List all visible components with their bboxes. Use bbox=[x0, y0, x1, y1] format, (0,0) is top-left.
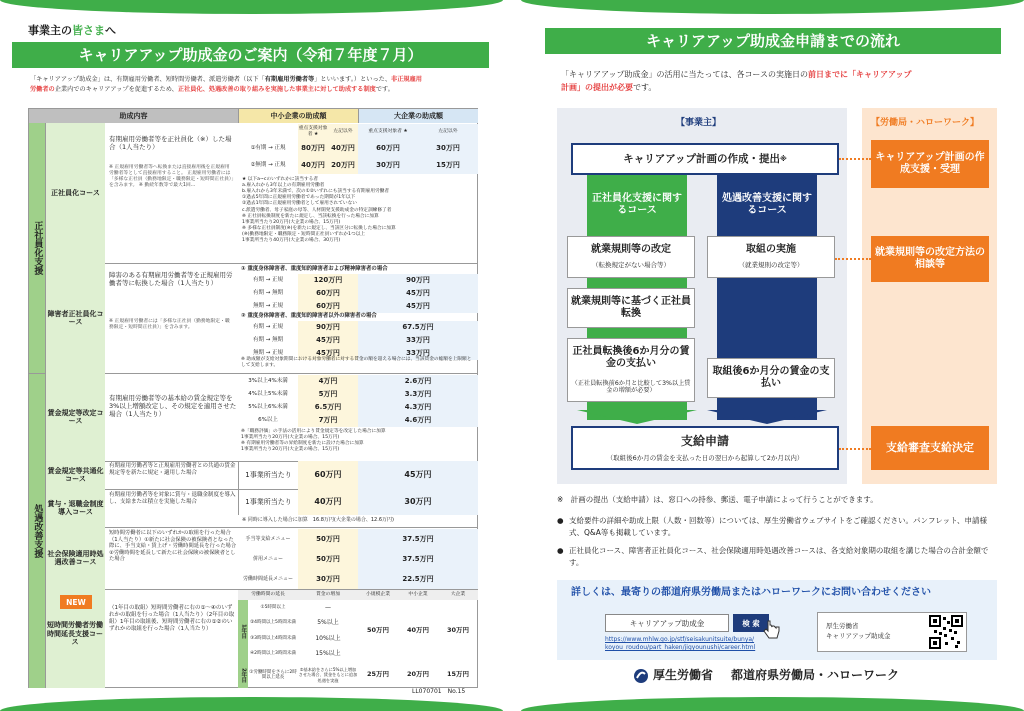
green-arrow-head bbox=[577, 410, 697, 424]
amount-cell: 90万円 bbox=[358, 274, 478, 287]
amount-cell: 33万円 bbox=[358, 347, 478, 360]
amount-cell: 37.5万円 bbox=[358, 549, 478, 569]
greeting: 事業主の皆さまへ bbox=[28, 24, 116, 37]
url-link-1[interactable]: https://www.mhlw.go.jp/stf/seisakunitsuite/bunya/ bbox=[605, 636, 755, 643]
row-label: ③3時間以上4時間未満 bbox=[250, 635, 296, 641]
navy-arrow-head bbox=[707, 410, 827, 424]
row-label: 労働時間延長メニュー bbox=[242, 576, 293, 582]
amount-col-head: 重点支援対象者 ★ bbox=[298, 124, 328, 140]
labor-label: 【労働局・ハローワーク】 bbox=[871, 118, 980, 128]
flow-title: キャリアアップ助成金申請までの流れ bbox=[545, 28, 1001, 54]
row-label: 5%以上6%未満 bbox=[248, 404, 288, 411]
top-green-arc-right bbox=[521, 0, 1024, 14]
c5-sme: 40万円 bbox=[298, 489, 358, 515]
course-seishain: 正社員化コース bbox=[45, 123, 105, 263]
course-jikan: 短時間労働者労働時間延長支援コース bbox=[47, 621, 103, 647]
c7-wage: — bbox=[325, 603, 331, 611]
course-shoyo: 賞与・退職金制度導入コース bbox=[45, 489, 105, 527]
c7-head: 大企業 bbox=[438, 590, 478, 600]
c7-head: 労働時間の延長 bbox=[238, 590, 298, 600]
row-label: 有期 → 正規 bbox=[252, 277, 284, 284]
course-shogaisha-desc: 障害のある有期雇用労働者等を正規雇用労働者等に転換した場合（1人当たり） bbox=[109, 271, 233, 288]
step-n1-sub: （就業規則の改定等） bbox=[738, 261, 804, 270]
row-label: ②無期 → 正規 bbox=[250, 162, 286, 169]
course-seishain-note: ※ 正規雇用労働者等へ転換または直接雇用後を正規雇用労働者等として直接雇用すること。 正規雇用労働者には「多様な正社員（勤務地限定・職務限定・短時間正社員）」を含みます。 ※ 勤続年数等で最大1回... bbox=[109, 165, 234, 188]
amount-cell: 60万円 bbox=[358, 140, 418, 157]
amount-cell: 40万円 bbox=[328, 140, 358, 157]
c7-year1: 1年目 bbox=[238, 600, 248, 662]
course-seishain-desc: 有期雇用労働者等を正社員化（※）した場合（1人当たり） bbox=[109, 135, 232, 152]
row-label: 3%以上4%未満 bbox=[248, 378, 288, 385]
amount-cell: 25万円 bbox=[366, 670, 390, 679]
step-n1 bbox=[707, 236, 835, 278]
amount-cell: 50万円 bbox=[366, 626, 390, 635]
course-kyotsuka-desc: 有期雇用労働者等と正規雇用労働者との共通の賃金規定等を新たに規定・適用した場合 bbox=[109, 463, 236, 476]
bullet-dot: ● bbox=[557, 516, 564, 525]
c2-head2: ② 重度身体障害者、重度知的障害者以外の障害者の場合 bbox=[241, 313, 377, 319]
course-shogaisha: 障害者正社員化コース bbox=[45, 263, 105, 373]
new-badge: NEW bbox=[60, 595, 92, 609]
c5-large: 30万円 bbox=[358, 489, 478, 515]
amount-cell: 120万円 bbox=[298, 274, 358, 287]
page-title: キャリアアップ助成金のご案内（令和７年度７月） bbox=[12, 42, 489, 68]
connector-2 bbox=[835, 258, 871, 260]
labor-box-2: 就業規則等の改定方法の相談等 bbox=[871, 236, 989, 282]
row-label: 有期 → 正規 bbox=[252, 324, 284, 331]
doc-code: LL070701 No.15 bbox=[412, 688, 466, 695]
course-jikan-desc: （1年目の取組）短時間労働者に右の①～④のいずれかの取組を行った場合（1人当たり）（2年目の取組）1年目の取組後、短時間労働者に右の①②のいずれかの取組を行った場合（1人当たり） bbox=[109, 605, 235, 632]
amount-cell: 60万円 bbox=[298, 300, 358, 313]
amount-cell: 20万円 bbox=[406, 670, 430, 679]
c7-head: 小規模企業 bbox=[358, 590, 398, 600]
amount-cell: 5万円 bbox=[298, 388, 358, 401]
amount-cell: 15万円 bbox=[418, 157, 478, 174]
amount-cell: 22.5万円 bbox=[358, 569, 478, 589]
amount-col-head: 左記以外 bbox=[328, 124, 358, 140]
section-treatment: 処遇改善支援 bbox=[29, 373, 45, 688]
amount-cell: 50万円 bbox=[298, 549, 358, 569]
c7-wage: 5%以上 bbox=[317, 619, 339, 627]
c4-sme: 60万円 bbox=[298, 461, 358, 489]
amount-cell: 4.3万円 bbox=[358, 401, 478, 414]
qr-label-1: 厚生労働省 bbox=[826, 622, 859, 630]
c7-year2: 2年目 bbox=[238, 662, 248, 688]
apply-sub: （取組後6か月の賃金を支払った日の翌日から起算して2か月以内） bbox=[606, 454, 804, 463]
c7-wage: 10%以上 bbox=[315, 634, 341, 642]
apply-title: 支給申請 bbox=[680, 433, 729, 448]
step-g2: 就業規則等に基づく正社員転換 bbox=[567, 288, 695, 328]
row-label: 有期 → 無期 bbox=[252, 290, 284, 297]
connector-1 bbox=[839, 158, 871, 160]
amount-cell: 60万円 bbox=[298, 287, 358, 300]
ministry-name: 厚生労働省 bbox=[653, 668, 714, 682]
amount-cell: 15万円 bbox=[446, 670, 470, 679]
course-chingin-desc: 有期雇用労働者等の基本給の賃金規定等を3%以上増額改定し、その規定を適用させた場合（1人当たり） bbox=[109, 394, 237, 419]
qr-label-2: キャリアアップ助成金 bbox=[826, 632, 891, 640]
amount-col-head: 重点支援対象者 ★ bbox=[358, 124, 418, 140]
labor-box-3: 支給審査支給決定 bbox=[871, 426, 989, 470]
bottom-green-arc-right bbox=[521, 697, 1024, 711]
row-label: ①労働時間をさらに2時間以上延長 bbox=[249, 669, 297, 680]
course-chingin-notes: ※「職務評価」の手法の活用により賃金規定等を改定した場合に加算 1事業所当たり20万円(大企業の場合、15万円) ※ 有期雇用労働者等の昇給制度を新たに設けた場合に加算 1事業所当たり20万円(大企業の場合、15万円) bbox=[241, 429, 386, 453]
c4-large: 45万円 bbox=[358, 461, 478, 489]
bullet-dot: ● bbox=[557, 546, 564, 555]
bullet-2: ● 正社員化コース、障害者正社員化コース、社会保険適用時処遇改善コースは、各支給対象期の取組を講じた場合の合計金額です。 bbox=[557, 546, 989, 567]
amount-cell: 4.6万円 bbox=[358, 414, 478, 427]
page-gutter bbox=[503, 0, 521, 711]
left-page bbox=[0, 0, 503, 711]
right-page bbox=[521, 0, 1024, 711]
amount-cell: 45万円 bbox=[298, 347, 358, 360]
c5-note: ※ 同時に導入した場合に加算 16.8万円(大企業の場合、12.6万円) bbox=[242, 517, 394, 523]
url-link-2[interactable]: koyou_roudou/part_haken/jigyounushi/career.html bbox=[605, 644, 756, 651]
row-label: ④2時間以上3時間未満 bbox=[250, 651, 296, 657]
c7-wage: ②基本給をさらに5%以上増加させた場合、賃金をもとに追加処遇を実施 bbox=[298, 667, 358, 683]
flow-intro: 「キャリアアップ助成金」の活用に当たっては、各コースの実施日の前日までに「キャリアアップ 計画」の提出が必要です。 bbox=[561, 70, 912, 92]
navy-head: 処遇改善支援に関するコース bbox=[722, 193, 812, 216]
intro-text: 「キャリアアップ助成金」は、有期雇用労働者、短時間労働者、派遣労働者（以下「有期雇用労働者等」といいます。）といった、非正規雇用 労働者の企業内でのキャリアアップを促進するため、正社員化、処遇改善の取り組みを実施した事業主に対して助成する制度です。 bbox=[30, 76, 422, 93]
connector-3 bbox=[839, 448, 871, 450]
labor-box-1: キャリアアップ計画の作成支援・受理 bbox=[871, 140, 989, 188]
c7-head: 中小企業 bbox=[398, 590, 438, 600]
subsidy-table bbox=[28, 108, 478, 688]
amount-cell: 40万円 bbox=[298, 157, 328, 174]
employer-label: 【事業主】 bbox=[676, 118, 722, 128]
course-kyotsuka: 賃金規定等共通化コース bbox=[45, 461, 105, 489]
amount-cell: 33万円 bbox=[358, 334, 478, 347]
apply-box bbox=[571, 426, 839, 470]
course-shogaisha-note: ※ 正規雇用労働者には「多様な正社員（勤務地限定・職務限定・短時間正社員）」を含みます。 bbox=[109, 319, 230, 330]
c5-label: 1事業所当たり bbox=[238, 489, 298, 515]
c7-wage: 15%以上 bbox=[315, 650, 341, 658]
amount-cell: 30万円 bbox=[418, 140, 478, 157]
top-green-arc bbox=[0, 0, 503, 14]
step-n1-title: 取組の実施 bbox=[746, 244, 796, 255]
step-n2: 取組後6か月分の賃金の支払い bbox=[707, 358, 835, 398]
green-head: 正社員化支援に関するコース bbox=[592, 193, 682, 216]
row-label: ②4時間以上5時間未満 bbox=[250, 620, 296, 626]
step-g1 bbox=[567, 236, 695, 278]
plan-box: キャリアアップ計画の作成・提出 ※ bbox=[571, 143, 839, 175]
amount-cell: 4万円 bbox=[298, 375, 358, 388]
row-label: 無期 → 正規 bbox=[252, 350, 284, 357]
step-g1-title: 就業規則等の改定 bbox=[591, 244, 671, 255]
contact-text: 詳しくは、最寄りの都道府県労働局またはハローワークにお問い合わせください bbox=[571, 587, 931, 598]
ministry-logo-icon bbox=[633, 668, 649, 684]
row-label: 併用メニュー bbox=[252, 556, 283, 562]
amount-cell: 45万円 bbox=[298, 334, 358, 347]
row-label: 手当等支給メニュー bbox=[245, 536, 291, 542]
row-label: ①有期 → 正規 bbox=[250, 145, 286, 152]
sme-head: 中小企業の助成額 bbox=[238, 109, 358, 123]
row-label: ①5時間以上 bbox=[260, 604, 286, 610]
c2-foot: ※ 助成額が支給対象期間における対象労働者に対する賃金の額を超える場合には、当該賃金の総額を上限額として支給します。 bbox=[241, 357, 472, 368]
bottom-green-arc bbox=[0, 697, 503, 711]
amount-cell: 40万円 bbox=[406, 626, 430, 635]
course-seishain-conditions: ★ 以下a~cのいずれかに該当する者 a.雇入れから3年以上の有期雇用労働者 b.雇入れから3年未満で、次の①②いずれにも該当する有期雇用労働者 ①過去5年間に正規雇用労働者であった期間が1年以下 ②過去1年間に正規雇用労働者として雇用されていない c.派遣労働者、母子家庭の母等、人材開発支援助成金の特定訓練修了者 ※ 正社員転換制度を新たに規定し、当該転換を行った場合に加算 1事業所当たり20万円(大企業の場合、15万円) ※ 多様な正社員制度(※)を新たに規定し、当該区分に転換した場合に加算 (※)勤務地限定・職務限定・短時間正社員いずれか1つ以上 1事業所当たり40万円(大企業の場合、30万円) bbox=[242, 177, 396, 244]
amount-cell: 67.5万円 bbox=[358, 321, 478, 334]
amount-cell: 20万円 bbox=[328, 157, 358, 174]
row-label: 4%以上5%未満 bbox=[248, 391, 288, 398]
amount-cell: 3.3万円 bbox=[358, 388, 478, 401]
amount-cell: 90万円 bbox=[298, 321, 358, 334]
row-label: 有期 → 無期 bbox=[252, 337, 284, 344]
amount-cell: 80万円 bbox=[298, 140, 328, 157]
search-button[interactable]: 検 索 bbox=[733, 614, 769, 632]
row-label: 無期 → 正規 bbox=[252, 303, 284, 310]
amount-cell: 45万円 bbox=[358, 287, 478, 300]
amount-cell: 30万円 bbox=[358, 157, 418, 174]
step-g3-title: 正社員転換後6か月分の賃金の支払い bbox=[572, 346, 690, 369]
amount-cell: 30万円 bbox=[298, 569, 358, 589]
flow-note: ※ 計画の提出（支給申請）は、窓口への持参、郵送、電子申請によって行うことができます。 bbox=[557, 495, 878, 504]
qr-code-icon bbox=[929, 615, 963, 649]
table-head: 助成内容 bbox=[29, 109, 238, 123]
amount-cell: 45万円 bbox=[358, 300, 478, 313]
course-shoyo-desc: 有期雇用労働者等を対象に賞与・退職金制度を導入し、支給または積立を実施した場合 bbox=[109, 492, 236, 505]
section-fulltime: 正社員化支援 bbox=[29, 123, 45, 373]
amount-cell: 7万円 bbox=[298, 414, 358, 427]
course-shakaihoken: 社会保険適用時処遇改善コース bbox=[45, 527, 105, 589]
cursor-hand-icon bbox=[763, 620, 781, 640]
bullet-1: ● 支給要件の詳細や助成上限（人数・回数等）については、厚生労働省ウェブサイトをご確認ください。パンフレット、申請様式、Q&A等も掲載しています。 bbox=[557, 516, 987, 537]
step-g1-sub: （転換規定がない場合等） bbox=[592, 261, 670, 270]
c4-label: 1事業所当たり bbox=[238, 461, 298, 489]
course-shakaihoken-desc: 短時間労働者に以下のいずれかの取組を行った場合（1人当たり）①新たに社会保険の被保険者となった際に、手当支給・賃上げ・労働時間延長を行った場合 ②労働時間を延長して新たに社会保険の被保険者とした場合 bbox=[109, 530, 237, 563]
amount-cell: 50万円 bbox=[298, 529, 358, 549]
amount-col-head: 左記以外 bbox=[418, 124, 478, 140]
amount-cell: 37.5万円 bbox=[358, 529, 478, 549]
search-input[interactable]: キャリアアップ助成金 bbox=[605, 614, 729, 632]
course-chingin: 賃金規定等改定コース bbox=[45, 373, 105, 461]
step-g3-sub: （正社員転換前6か月と比較して3%以上賃金の増額が必要） bbox=[571, 379, 691, 394]
step-g3 bbox=[567, 338, 695, 402]
row-label: 6%以上 bbox=[258, 417, 278, 424]
amount-cell: 2.6万円 bbox=[358, 375, 478, 388]
bureau-name: 都道府県労働局・ハローワーク bbox=[731, 668, 900, 682]
c2-head1: ① 重度身体障害者、重度知的障害者および精神障害者の場合 bbox=[241, 266, 388, 272]
large-head: 大企業の助成額 bbox=[358, 109, 478, 123]
amount-cell: 30万円 bbox=[446, 626, 470, 635]
amount-cell: 6.5万円 bbox=[298, 401, 358, 414]
c7-head: 賃金の増加 bbox=[298, 590, 358, 600]
